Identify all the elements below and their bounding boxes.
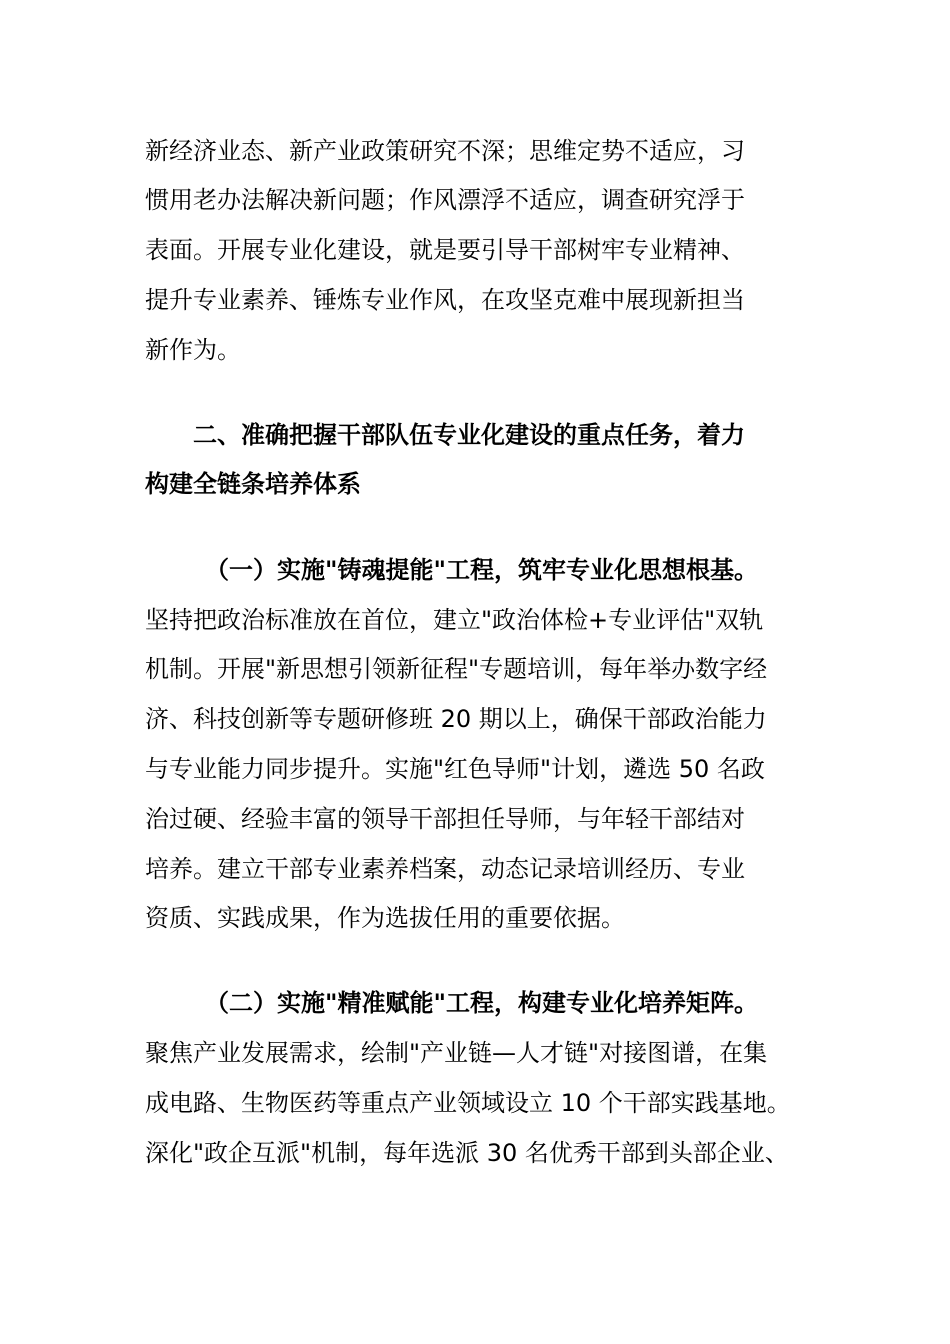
section-2-line-3: 深化"政企互派"机制，每年选派 30 名优秀干部到头部企业、: [145, 1139, 789, 1167]
section-1-line-6: 培养。建立干部专业素养档案，动态记录培训经历、专业: [145, 855, 745, 883]
section-2-line-2: 成电路、生物医药等重点产业领域设立 10 个干部实践基地。: [145, 1089, 791, 1117]
paragraph-1-line-1: 新经济业态、新产业政策研究不深；思维定势不适应，习: [145, 137, 745, 165]
paragraph-1-line-4: 提升专业素养、锤炼专业作风，在攻坚克难中展现新担当: [145, 286, 745, 314]
section-1-line-1: 坚持把政治标准放在首位，建立"政治体检+专业评估"双轨: [145, 606, 764, 634]
heading-2-line-1: 二、准确把握干部队伍专业化建设的重点任务，着力: [193, 421, 745, 449]
paragraph-1-line-5: 新作为。: [145, 336, 241, 364]
section-2-line-1: 聚焦产业发展需求，绘制"产业链—人才链"对接图谱，在集: [145, 1039, 768, 1067]
section-1-line-4: 与专业能力同步提升。实施"红色导师"计划，遴选 50 名政: [145, 755, 765, 783]
paragraph-1-line-3: 表面。开展专业化建设，就是要引导干部树牢专业精神、: [145, 236, 745, 264]
section-2-title: （二）实施"精准赋能"工程，构建专业化培养矩阵。: [205, 989, 759, 1017]
section-1-title: （一）实施"铸魂提能"工程，筑牢专业化思想根基。: [205, 556, 759, 584]
section-1-line-2: 机制。开展"新思想引领新征程"专题培训，每年举办数字经: [145, 655, 768, 683]
section-1-line-5: 治过硬、经验丰富的领导干部担任导师，与年轻干部结对: [145, 805, 745, 833]
heading-2-line-2: 构建全链条培养体系: [145, 470, 361, 498]
paragraph-1-line-2: 惯用老办法解决新问题；作风漂浮不适应，调查研究浮于: [145, 186, 745, 214]
section-1-line-3: 济、科技创新等专题研修班 20 期以上，确保干部政治能力: [145, 705, 767, 733]
section-1-line-7: 资质、实践成果，作为选拔任用的重要依据。: [145, 904, 625, 932]
